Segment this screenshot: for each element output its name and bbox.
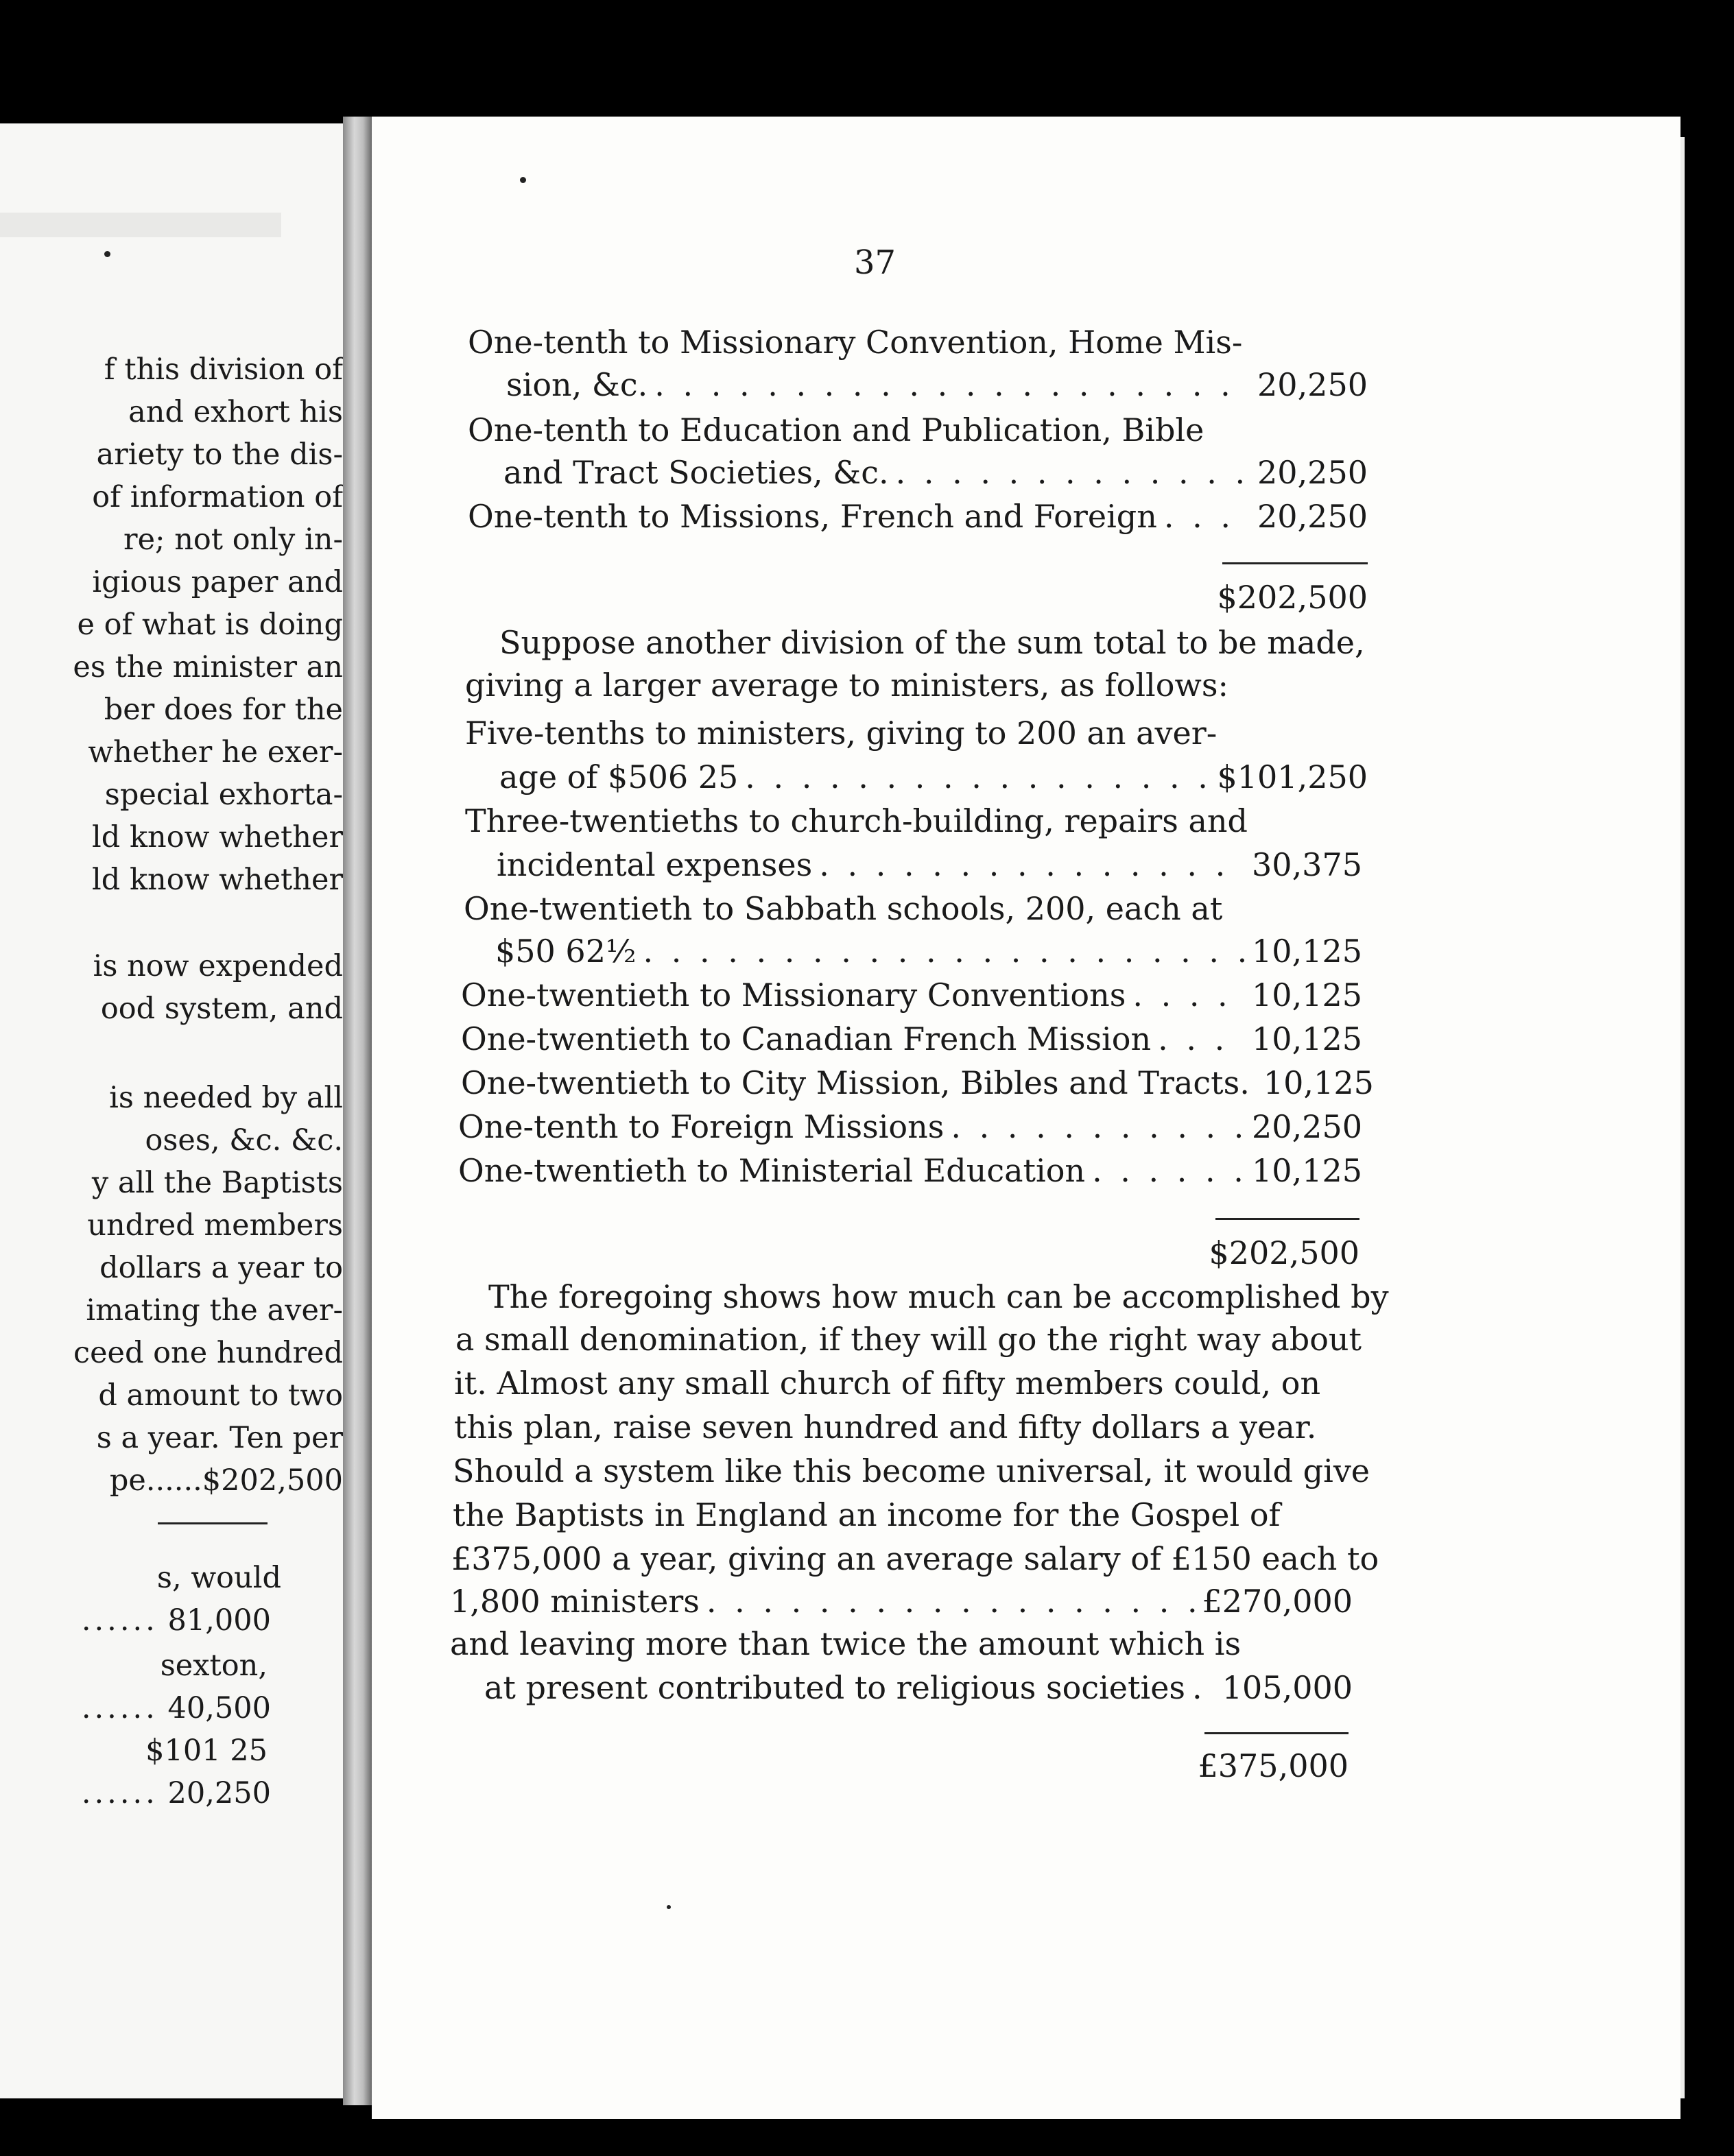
left-line: ariety to the dis-: [96, 438, 343, 472]
left-line: ber does for the: [104, 693, 343, 727]
amount: 20,250: [1257, 498, 1368, 535]
item-text: Three-twentieths to church-building, repairs and: [465, 802, 1248, 839]
ledger-row: [495, 933, 1362, 970]
sum-rule: [1204, 1732, 1349, 1734]
left-amount: ...... 40,500: [81, 1691, 271, 1725]
amount: 10,125: [1252, 1020, 1362, 1057]
ink-spot: [667, 1905, 671, 1909]
left-line: y all the Baptists: [91, 1166, 343, 1200]
amount: $101,250: [1217, 758, 1368, 795]
item-text: One-tenth to Missions, French and Foreign: [468, 498, 1157, 535]
ledger-row: [484, 1669, 1353, 1706]
item-text: One-twentieth to Sabbath schools, 200, each at: [464, 890, 1223, 927]
book-gutter: [343, 117, 372, 2105]
item-text: One-twentieth to City Mission, Bibles and Tracts.: [461, 1064, 1250, 1101]
paragraph-line: £375,000 a year, giving an average salary of £150 each to: [451, 1540, 1379, 1577]
item-text: Five-tenths to ministers, giving to 200 an aver-: [465, 715, 1218, 752]
left-line: es the minister an: [73, 650, 343, 684]
ink-spot: [520, 177, 526, 183]
left-line: s, would: [156, 1561, 281, 1595]
page-number: 37: [854, 243, 896, 282]
left-line: sexton,: [160, 1649, 268, 1683]
amount: 10,125: [1252, 933, 1362, 970]
item-text: One-tenth to Missionary Convention, Home Mis-: [468, 324, 1243, 361]
left-line: pe......$202,500: [109, 1463, 343, 1498]
left-line: whether he exer-: [88, 735, 343, 769]
left-amount: ...... 20,250: [81, 1776, 271, 1810]
intro-text: giving a larger average to ministers, as follows:: [465, 667, 1228, 704]
left-line: of information of: [92, 480, 343, 514]
left-line: special exhorta-: [104, 778, 343, 812]
left-line: and exhort his: [128, 395, 343, 429]
amount: 20,250: [1257, 366, 1368, 403]
ledger-row: [499, 758, 1368, 795]
left-line: s a year. Ten per: [96, 1421, 343, 1455]
ledger-row: [461, 1020, 1362, 1057]
amount: 20,250: [1252, 1108, 1362, 1145]
left-line: oses, &c. &c.: [145, 1123, 343, 1158]
intro-text: Suppose another division of the sum total to be made,: [499, 624, 1365, 661]
item-text: incidental expenses: [497, 846, 813, 883]
item-text: One-twentieth to Canadian French Mission: [461, 1020, 1152, 1057]
ledger-row: [458, 1152, 1362, 1189]
item-text: One-twentieth to Missionary Conventions: [461, 977, 1126, 1014]
ledger-row: [468, 498, 1368, 535]
item-text: One-tenth to Foreign Missions: [458, 1108, 945, 1145]
item-text: $50 62½: [495, 933, 637, 970]
left-line: igious paper and: [92, 565, 343, 599]
amount: 105,000: [1222, 1669, 1353, 1706]
amount: 20,250: [1257, 454, 1368, 491]
left-line: is now expended: [93, 949, 343, 983]
amount: 10,125: [1252, 1152, 1362, 1189]
paragraph-line: this plan, raise seven hundred and fifty dollars a year.: [454, 1409, 1317, 1446]
left-sum-rule: [158, 1522, 268, 1524]
left-amount: ...... 81,000: [81, 1603, 271, 1638]
left-line: is needed by all: [109, 1081, 343, 1115]
sum-rule: [1215, 1218, 1359, 1220]
left-line: f this division of: [104, 352, 343, 387]
left-line: dollars a year to: [99, 1251, 343, 1285]
page-edge-strip: [0, 213, 281, 237]
amount: 10,125: [1263, 1064, 1374, 1101]
item-text: and leaving more than twice the amount which is: [450, 1625, 1242, 1662]
total-amount: $202,500: [1209, 1234, 1359, 1271]
sum-rule: [1222, 562, 1368, 564]
total-amount: £375,000: [1198, 1747, 1349, 1784]
amount: 10,125: [1252, 977, 1362, 1014]
item-text: at present contributed to religious societies: [484, 1669, 1186, 1706]
paragraph-line: the Baptists in England an income for the Gospel of: [453, 1496, 1281, 1533]
left-line: ld know whether: [92, 863, 343, 897]
ledger-row: [461, 1064, 1374, 1101]
paragraph-line: a small denomination, if they will go the right way about: [455, 1321, 1362, 1358]
ledger-row: [506, 366, 1368, 403]
left-line: $101 25: [145, 1734, 268, 1768]
item-text: age of $506 25: [499, 758, 739, 795]
item-text: One-twentieth to Ministerial Education: [458, 1152, 1086, 1189]
paragraph-line: The foregoing shows how much can be accomplished by: [488, 1278, 1389, 1315]
paragraph-line: it. Almost any small church of fifty members could, on: [454, 1365, 1321, 1402]
item-text: and Tract Societies, &c.: [503, 454, 889, 491]
item-text: 1,800 ministers: [450, 1583, 700, 1620]
left-line: d amount to two: [98, 1378, 343, 1413]
left-page: [0, 123, 343, 2098]
paragraph-line: Should a system like this become universal, it would give: [453, 1452, 1370, 1489]
left-line: ld know whether: [92, 820, 343, 854]
amount: £270,000: [1202, 1583, 1353, 1620]
left-line: ood system, and: [100, 992, 343, 1026]
ledger-row: [450, 1583, 1353, 1620]
item-text: One-tenth to Education and Publication, Bible: [468, 411, 1204, 448]
ink-spot: [104, 251, 110, 257]
ledger-row: [461, 977, 1362, 1014]
left-line: e of what is doing: [77, 608, 343, 642]
left-line: imating the aver-: [86, 1293, 343, 1328]
total-amount: $202,500: [1217, 579, 1368, 616]
left-line: re; not only in-: [123, 523, 343, 557]
left-line: undred members: [87, 1208, 343, 1243]
ledger-row: [458, 1108, 1362, 1145]
left-line: ceed one hundred: [73, 1336, 343, 1370]
amount: 30,375: [1252, 846, 1362, 883]
ledger-row: [497, 846, 1362, 883]
item-text: sion, &c.: [506, 366, 648, 403]
ledger-row: [503, 454, 1368, 491]
